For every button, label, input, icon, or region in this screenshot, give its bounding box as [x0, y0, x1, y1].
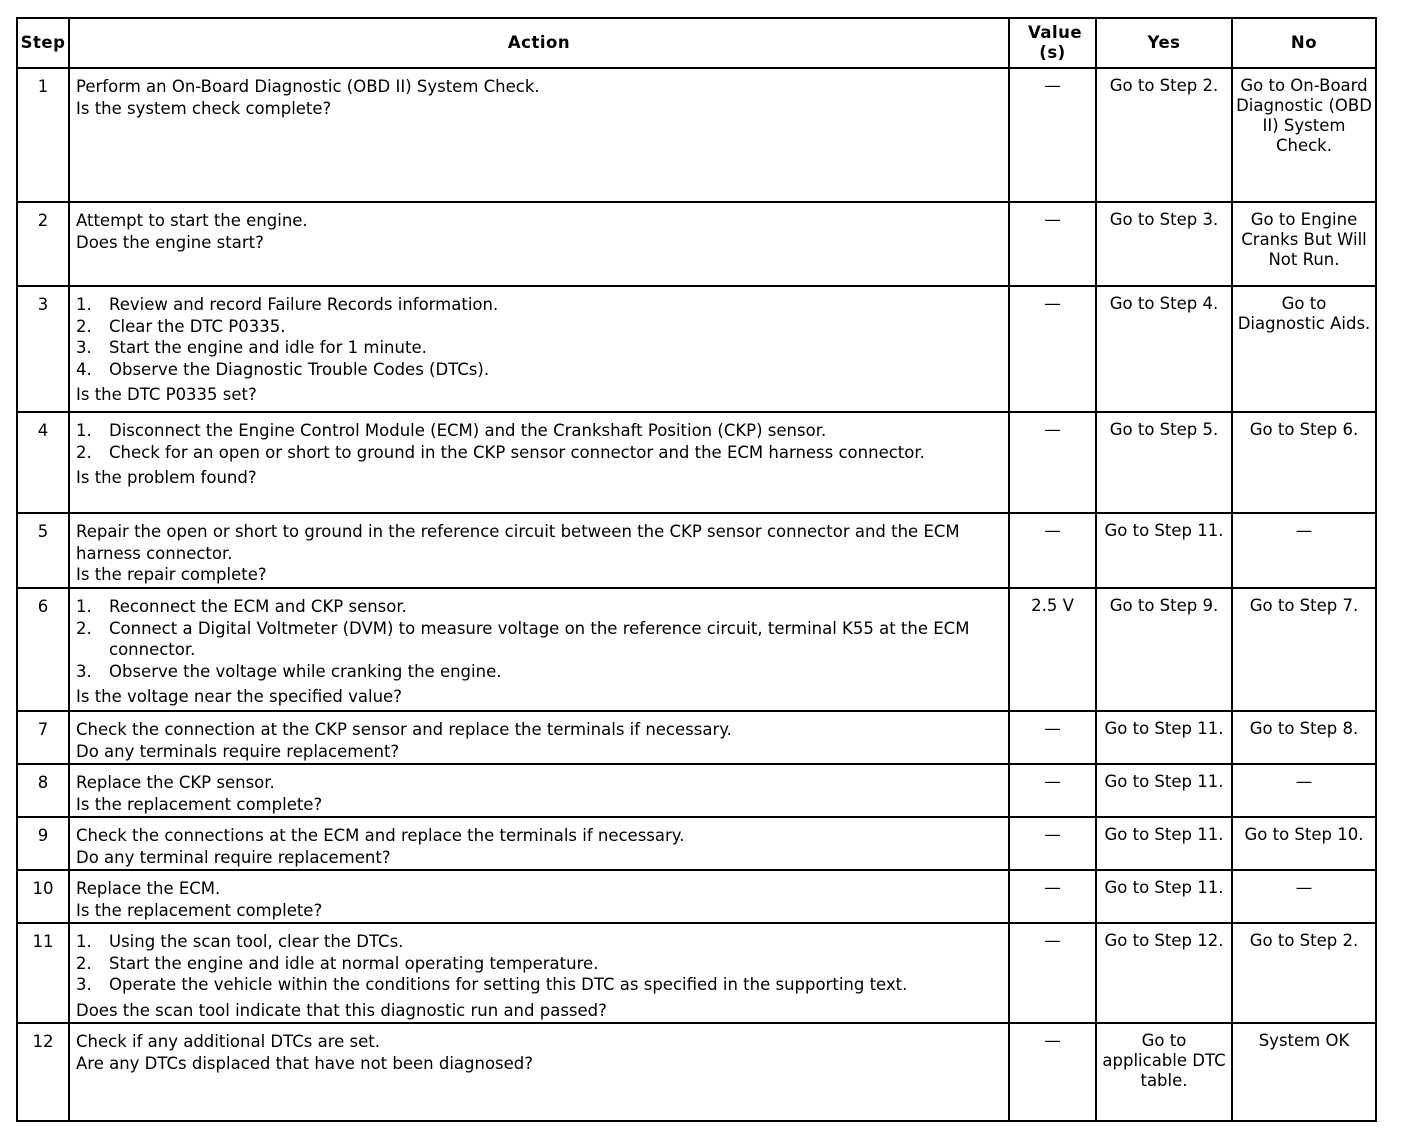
step-number: 5: [17, 513, 69, 588]
action-cell: [69, 1023, 1009, 1121]
action-line: Replace the ECM.: [76, 879, 221, 898]
action-question: Is the problem found?: [76, 468, 257, 487]
action-step: [76, 316, 1002, 338]
table-row: [17, 202, 1376, 286]
action-steps-list: [76, 596, 1002, 682]
no-cell: Go to On-Board Diagnostic (OBD II) System Check.: [1232, 68, 1376, 202]
header-yes: Yes: [1096, 18, 1232, 68]
action-line: Is the repair complete?: [76, 565, 267, 584]
yes-cell: Go to Step 4.: [1096, 286, 1232, 412]
action-cell: [69, 817, 1009, 870]
action-line: Check the connection at the CKP sensor and replace the terminals if necessary.: [76, 720, 732, 739]
step-number: 8: [17, 764, 69, 817]
value-cell: —: [1009, 923, 1096, 1023]
step-number: 6: [17, 588, 69, 711]
table-row: [17, 1023, 1376, 1121]
step-number: 9: [17, 817, 69, 870]
action-step: [76, 931, 1002, 953]
header-action: Action: [69, 18, 1009, 68]
value-cell: —: [1009, 1023, 1096, 1121]
yes-cell: Go to Step 5.: [1096, 412, 1232, 513]
value-cell: —: [1009, 68, 1096, 202]
action-cell: [69, 870, 1009, 923]
table-row: [17, 870, 1376, 923]
yes-cell: Go to applicable DTC table.: [1096, 1023, 1232, 1121]
action-step: [76, 953, 1002, 975]
action-step: [76, 661, 1002, 683]
no-cell: Go to Engine Cranks But Will Not Run.: [1232, 202, 1376, 286]
value-cell: 2.5 V: [1009, 588, 1096, 711]
yes-cell: Go to Step 11.: [1096, 870, 1232, 923]
no-cell: —: [1232, 870, 1376, 923]
action-step-text: Disconnect the Engine Control Module (ECM) and the Crankshaft Position (CKP) sensor.: [109, 421, 827, 440]
action-cell: [69, 588, 1009, 711]
step-number: 11: [17, 923, 69, 1023]
no-cell: Go to Diagnostic Aids.: [1232, 286, 1376, 412]
action-cell: [69, 711, 1009, 764]
value-cell: —: [1009, 817, 1096, 870]
action-step-number: 3.: [76, 338, 92, 357]
action-line: Is the replacement complete?: [76, 794, 323, 814]
yes-cell: Go to Step 9.: [1096, 588, 1232, 711]
step-number: 12: [17, 1023, 69, 1121]
action-line: Check the connections at the ECM and replace the terminals if necessary.: [76, 826, 685, 845]
action-step-number: 4.: [76, 359, 92, 379]
action-line: Does the engine start?: [76, 232, 264, 252]
table-row: [17, 286, 1376, 412]
action-step-text: Start the engine and idle at normal operating temperature.: [109, 953, 599, 973]
step-number: 10: [17, 870, 69, 923]
step-number: 7: [17, 711, 69, 764]
action-step-text: Reconnect the ECM and CKP sensor.: [109, 597, 407, 616]
action-line: Replace the CKP sensor.: [76, 773, 275, 792]
action-step: [76, 337, 1002, 359]
action-line: Is the replacement complete?: [76, 900, 323, 920]
table-row: [17, 764, 1376, 817]
action-step-number: 3.: [76, 975, 92, 994]
action-step-text: Check for an open or short to ground in the CKP sensor connector and the ECM harness connector.: [109, 442, 925, 462]
action-step: [76, 596, 1002, 618]
header-no: No: [1232, 18, 1376, 68]
action-cell: [69, 286, 1009, 412]
no-cell: Go to Step 7.: [1232, 588, 1376, 711]
action-step-text: Using the scan tool, clear the DTCs.: [109, 932, 404, 951]
action-line: Check if any additional DTCs are set.: [76, 1032, 380, 1051]
no-cell: Go to Step 6.: [1232, 412, 1376, 513]
value-cell: —: [1009, 764, 1096, 817]
action-step: [76, 420, 1002, 442]
header-step: Step: [17, 18, 69, 68]
step-number: 2: [17, 202, 69, 286]
step-number: 4: [17, 412, 69, 513]
action-cell: [69, 412, 1009, 513]
value-cell: —: [1009, 202, 1096, 286]
no-cell: Go to Step 2.: [1232, 923, 1376, 1023]
action-step-number: 2.: [76, 442, 92, 462]
action-steps-list: [76, 931, 1002, 996]
action-step-number: 1.: [76, 597, 92, 616]
yes-cell: Go to Step 11.: [1096, 513, 1232, 588]
value-cell: —: [1009, 286, 1096, 412]
action-step-text: Operate the vehicle within the conditions for setting this DTC as specified in the supporting text.: [109, 975, 908, 994]
header-row: [17, 18, 1376, 68]
value-cell: —: [1009, 412, 1096, 513]
table-row: [17, 68, 1376, 202]
action-step: [76, 359, 1002, 381]
action-cell: [69, 764, 1009, 817]
action-step: [76, 618, 1002, 661]
no-cell: —: [1232, 764, 1376, 817]
action-question: Is the voltage near the specified value?: [76, 687, 402, 706]
value-cell: —: [1009, 513, 1096, 588]
action-step-number: 2.: [76, 316, 92, 336]
action-step-text: Review and record Failure Records information.: [109, 295, 499, 314]
action-line: Repair the open or short to ground in the reference circuit between the CKP sensor connector and the ECM harness connector.: [76, 522, 960, 563]
action-question: Does the scan tool indicate that this diagnostic run and passed?: [76, 1000, 607, 1020]
step-number: 3: [17, 286, 69, 412]
yes-cell: Go to Step 12.: [1096, 923, 1232, 1023]
action-step-number: 1.: [76, 932, 92, 951]
action-step-text: Connect a Digital Voltmeter (DVM) to measure voltage on the reference circuit, terminal K55 at the ECM connector.: [109, 618, 970, 659]
step-number: 1: [17, 68, 69, 202]
action-line: Is the system check complete?: [76, 98, 332, 118]
no-cell: —: [1232, 513, 1376, 588]
action-step-text: Observe the voltage while cranking the engine.: [109, 661, 502, 681]
action-step-number: 1.: [76, 295, 92, 314]
no-cell: Go to Step 10.: [1232, 817, 1376, 870]
diagnostic-table: [16, 17, 1377, 1122]
action-step-number: 1.: [76, 421, 92, 440]
action-step-text: Observe the Diagnostic Trouble Codes (DTCs).: [109, 359, 490, 379]
table-row: [17, 412, 1376, 513]
action-line: Are any DTCs displaced that have not been diagnosed?: [76, 1053, 534, 1073]
action-steps-list: [76, 420, 1002, 463]
table-row: [17, 711, 1376, 764]
no-cell: Go to Step 8.: [1232, 711, 1376, 764]
action-line: Perform an On-Board Diagnostic (OBD II) System Check.: [76, 77, 540, 96]
table-row: [17, 588, 1376, 711]
value-cell: —: [1009, 711, 1096, 764]
action-steps-list: [76, 294, 1002, 380]
yes-cell: Go to Step 3.: [1096, 202, 1232, 286]
action-step-text: Clear the DTC P0335.: [109, 316, 286, 336]
action-cell: [69, 202, 1009, 286]
action-step-number: 2.: [76, 618, 92, 638]
table-row: [17, 923, 1376, 1023]
yes-cell: Go to Step 11.: [1096, 764, 1232, 817]
yes-cell: Go to Step 2.: [1096, 68, 1232, 202]
action-question: Is the DTC P0335 set?: [76, 385, 257, 404]
table-row: [17, 817, 1376, 870]
action-step: [76, 974, 1002, 996]
action-line: Do any terminal require replacement?: [76, 847, 391, 867]
action-cell: [69, 68, 1009, 202]
action-cell: [69, 513, 1009, 588]
yes-cell: Go to Step 11.: [1096, 817, 1232, 870]
yes-cell: Go to Step 11.: [1096, 711, 1232, 764]
action-step: [76, 294, 1002, 316]
action-step-number: 3.: [76, 661, 92, 681]
action-step-number: 2.: [76, 953, 92, 973]
action-cell: [69, 923, 1009, 1023]
header-value: Value (s): [1009, 18, 1096, 68]
action-line: Do any terminals require replacement?: [76, 741, 400, 761]
value-cell: —: [1009, 870, 1096, 923]
no-cell: System OK: [1232, 1023, 1376, 1121]
table-row: [17, 513, 1376, 588]
action-step-text: Start the engine and idle for 1 minute.: [109, 338, 427, 357]
action-step: [76, 442, 1002, 464]
action-line: Attempt to start the engine.: [76, 211, 308, 230]
